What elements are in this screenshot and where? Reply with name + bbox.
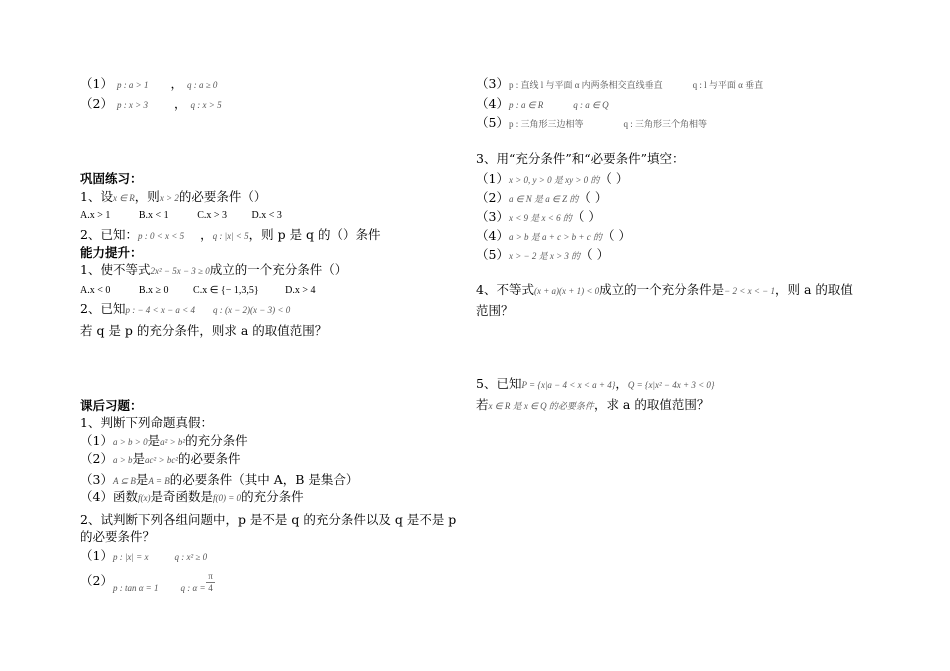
homework-q1: 1、判断下列命题真假： bbox=[80, 415, 213, 430]
ability-heading: 能力提升： bbox=[80, 245, 143, 260]
q3-item-2: （2）a ∈ N 是 a ∈ Z 的（ ） bbox=[476, 190, 608, 205]
q3-item-1: （1）x > 0, y > 0 是 xy > 0 的（ ） bbox=[476, 171, 629, 186]
homework-item-4: （4）函数f(x)是奇函数是f(0) = 0的充分条件 bbox=[80, 489, 304, 504]
q4-line1: 4、不等式(x + a)(x + 1) < 0成立的一个充分条件是− 2 < x < − 1，则 a 的取值 bbox=[476, 282, 853, 297]
ability-q2-line2: 若 q 是 p 的充分条件，则求 a 的取值范围？ bbox=[80, 323, 328, 338]
ability-q2: 2、已知p : − 4 < x − a < 4 q : (x − 2)(x − 3) < 0 bbox=[80, 301, 291, 316]
prior-item-2: （2） p : x > 3 ， q : x > 5 bbox=[80, 96, 222, 111]
q3-item-3: （3）x < 9 是 x < 6 的（ ） bbox=[476, 209, 601, 224]
consolidation-q1-options: A.x > 1 B.x < 1 C.x > 3 D.x < 3 bbox=[80, 210, 282, 221]
homework-item-2: （2）a > b是ac² > bc²的必要条件 bbox=[80, 451, 241, 466]
homework-sub-1: （1）p : |x| = x q : x² ≥ 0 bbox=[80, 548, 208, 563]
consolidation-q1: 1、设x ∈ R，则x > 2的必要条件（） bbox=[80, 189, 267, 204]
q3-item-4: （4）a > b 是 a + c > b + c 的（ ） bbox=[476, 228, 631, 243]
consolidation-q2: 2、已知：p : 0 < x < 5 ，q : |x| < 5，则 p 是 q 的（）条件 bbox=[80, 227, 381, 242]
pi-over-4-fraction: π 4 bbox=[206, 571, 215, 594]
ability-q1-options: A.x < 0 B.x ≥ 0 C.x ∈ {− 1,3,5} D.x > 4 bbox=[80, 285, 316, 296]
q4-line2: 范围？ bbox=[476, 303, 514, 318]
q5-line1: 5、已知P = {x|a − 4 < x < a + 4}，Q = {x|x² − 4x + 3 < 0} bbox=[476, 376, 715, 391]
q5-line2: 若x ∈ R 是 x ∈ Q 的必要条件，求 a 的取值范围？ bbox=[476, 397, 710, 412]
q3-item-5: （5）x > − 2 是 x > 3 的（ ） bbox=[476, 247, 610, 262]
q3-title: 3、用“充分条件”和“必要条件”填空： bbox=[476, 151, 685, 166]
right-prior-item-3: （3）p : 直线 l 与平面 α 内两条相交直线垂直 q : l 与平面 α 垂直 bbox=[476, 76, 764, 91]
homework-heading: 课后习题： bbox=[80, 398, 143, 413]
consolidation-heading: 巩固练习： bbox=[80, 171, 143, 186]
homework-item-1: （1）a > b > 0是a² > b²的充分条件 bbox=[80, 433, 248, 448]
homework-sub-2: $(2)_{p : tan \alpha = 1}$ $_{q : \alpha =}$ bbox=[80, 573, 206, 593]
homework-item-3: （3）A ⊆ B是A = B的必要条件（其中 A，B 是集合） bbox=[80, 472, 359, 487]
right-prior-item-4: （4）p : a ∈ R q : a ∈ Q bbox=[476, 96, 609, 111]
prior-item-1: （1） p : a > 1 ， q : a ≥ 0 bbox=[80, 76, 218, 91]
ability-q1: 1、使不等式2x² − 5x − 3 ≥ 0成立的一个充分条件（） bbox=[80, 262, 348, 277]
homework-q2-line2: 的必要条件？ bbox=[80, 529, 156, 544]
right-prior-item-5: （5）p : 三角形三边相等 q : 三角形三个角相等 bbox=[476, 115, 707, 130]
homework-q2-line1: 2、试判断下列各组问题中，p 是不是 q 的充分条件以及 q 是不是 p bbox=[80, 512, 457, 527]
